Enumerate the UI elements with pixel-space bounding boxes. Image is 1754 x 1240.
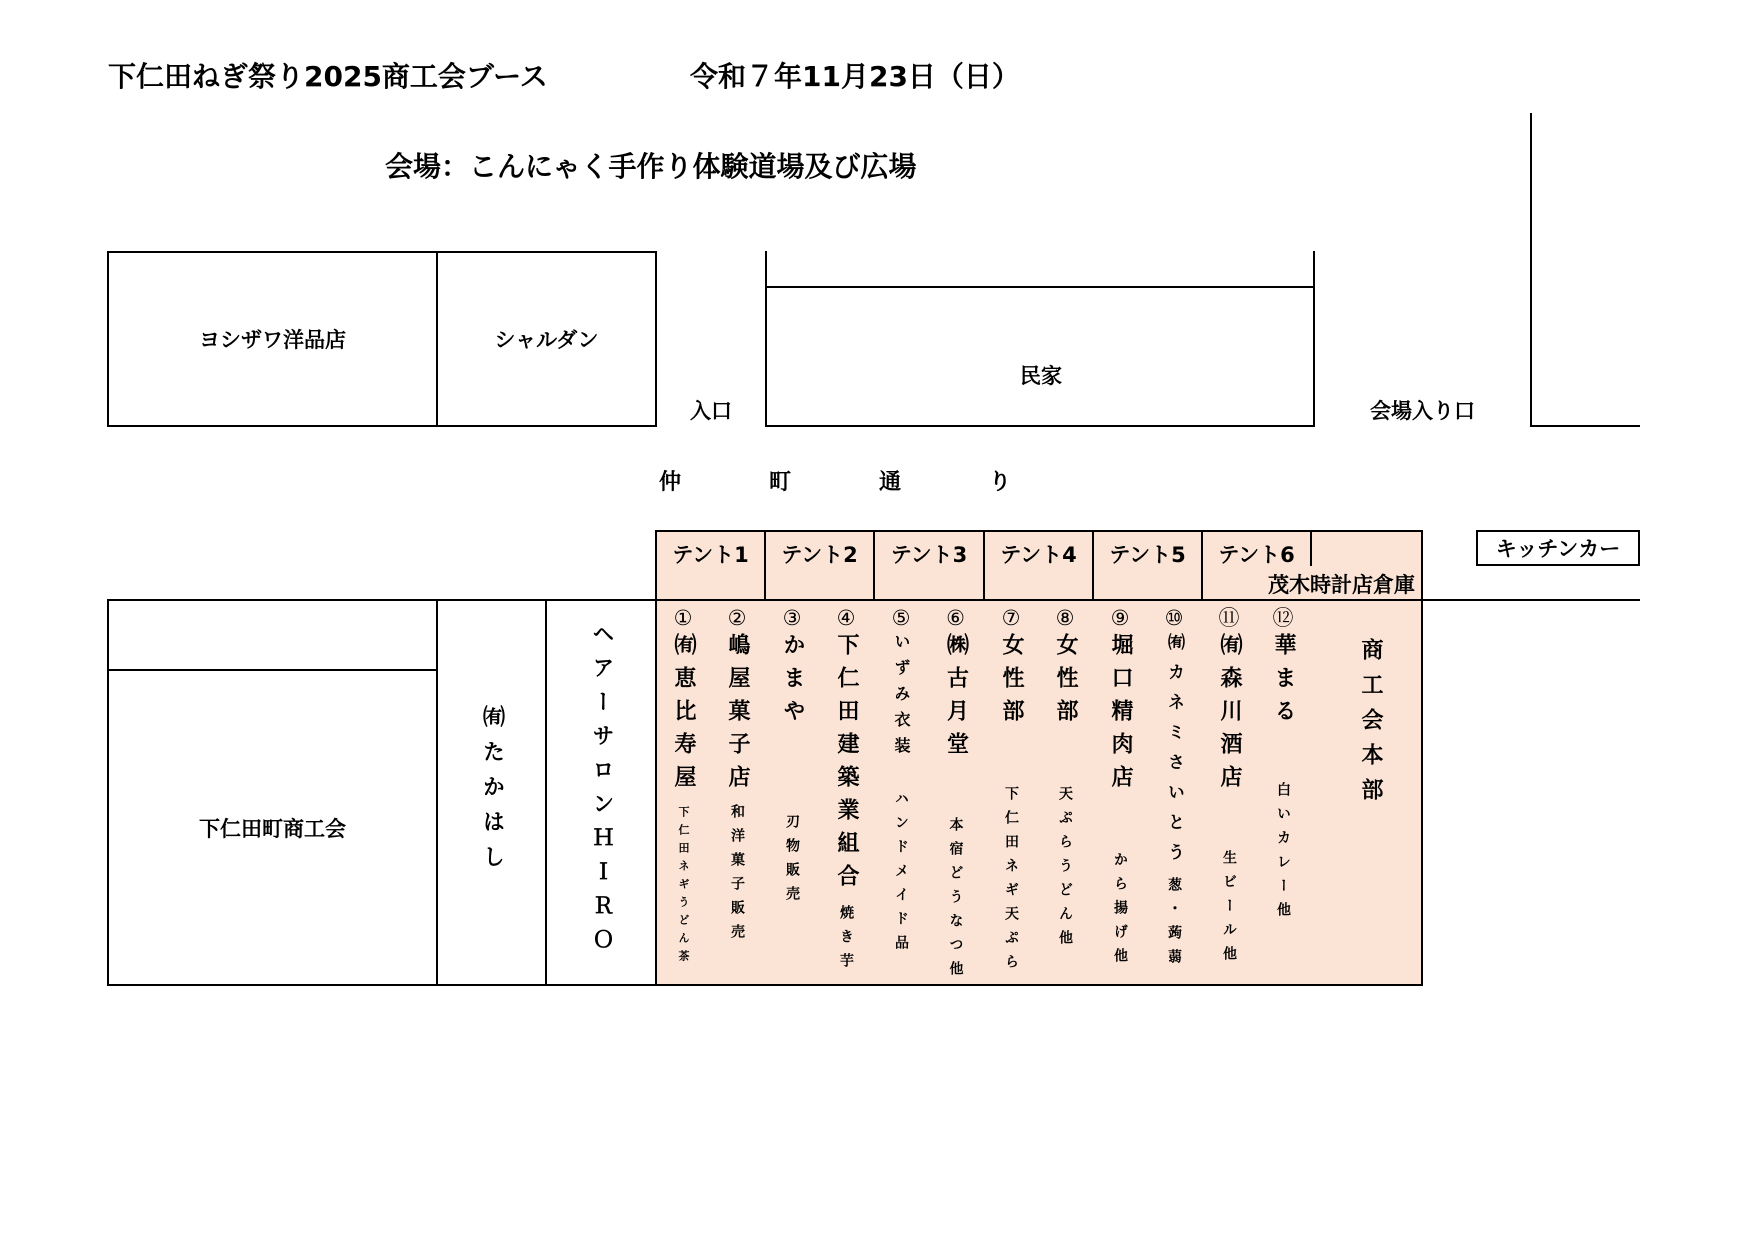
page-title: 下仁田ねぎ祭り2025商工会ブース — [108, 60, 548, 93]
stall-name: 華まる — [1271, 633, 1296, 732]
entrance-label: 入口 — [690, 399, 732, 423]
stall-7 — [984, 603, 1038, 978]
stall-3 — [765, 603, 819, 910]
stall-desc: 本宿どうなつ他 — [947, 817, 964, 985]
stall-desc: 下仁田ネギうどん茶 — [677, 806, 690, 968]
stall-12 — [1256, 603, 1310, 926]
booth-hair-salon-label: ヘアーサロンＨＩＲＯ — [589, 622, 614, 962]
stall-number: ⑥ — [946, 606, 965, 630]
stall-desc: 焼き芋 — [838, 905, 854, 977]
street-char: り — [989, 470, 1012, 495]
tent-1-label: テント1 — [672, 543, 749, 567]
kitchen-car-label: キッチンカー — [1495, 537, 1621, 561]
event-date: 令和７年11月23日（日） — [690, 60, 1020, 93]
building-sharudan — [436, 251, 657, 427]
stall-name: かまや — [780, 633, 805, 732]
warehouse-label: 茂木時計店倉庫 — [1268, 573, 1415, 597]
stall-number: ⑤ — [891, 606, 911, 630]
headquarters-label: 商工会本部 — [1358, 638, 1383, 813]
stall-name: 下仁田建築業組合 — [834, 633, 859, 897]
stall-name: ㈲恵比寿屋 — [671, 633, 696, 798]
stall-2 — [710, 603, 764, 948]
street-char: 仲 — [659, 470, 682, 495]
booth-shokokai-label: 下仁田町商工会 — [199, 816, 346, 841]
stall-number: ④ — [836, 606, 856, 630]
building-sharudan-label: シャルダン — [494, 328, 599, 352]
stall-name: 嶋屋菓子店 — [725, 633, 750, 798]
stall-number: ② — [727, 606, 747, 630]
stall-number: ⑧ — [1055, 606, 1075, 630]
stall-desc: 和洋菓子販売 — [729, 804, 745, 948]
stall-5 — [874, 603, 928, 959]
stall-desc: 天ぷらうどん他 — [1057, 786, 1073, 954]
stall-number: ① — [673, 606, 693, 630]
tent-3-label: テント3 — [890, 543, 968, 567]
stall-name: いずみ衣装 — [892, 633, 911, 763]
kitchen-car — [1476, 530, 1640, 566]
stall-name: ㈲カネミさいとう — [1164, 633, 1184, 873]
stall-number: ⑨ — [1110, 606, 1130, 630]
stall-name: 女性部 — [999, 633, 1024, 732]
right-wall — [1530, 113, 1532, 427]
stall-desc: ハンドメイド品 — [893, 791, 909, 959]
tent-4-label: テント4 — [1000, 543, 1077, 567]
venue-entrance-label: 会場入り口 — [1370, 399, 1475, 423]
stall-name: ㈱古月堂 — [943, 633, 969, 765]
tent-5-label: テント5 — [1109, 543, 1186, 567]
stall-desc: から揚げ他 — [1112, 852, 1128, 972]
stall-number: ③ — [782, 606, 802, 630]
stall-6 — [928, 603, 983, 985]
tent-6-label: テント6 — [1218, 543, 1295, 567]
stall-1 — [656, 603, 710, 968]
stall-number: ⑫ — [1272, 606, 1294, 630]
stall-desc: 刃物販売 — [784, 814, 800, 910]
stall-desc: 白いカレー他 — [1275, 782, 1291, 926]
venue-title: 会場：こんにゃく手作り体験道場及び広場 — [385, 150, 917, 183]
stall-8 — [1038, 603, 1092, 954]
stall-name: 堀口精肉店 — [1108, 633, 1133, 798]
stall-desc: 下仁田ネギ天ぷら — [1003, 786, 1019, 978]
street-char: 町 — [769, 470, 792, 495]
street-char: 通 — [879, 470, 902, 495]
stall-4 — [819, 603, 873, 977]
stall-9 — [1093, 603, 1147, 972]
stall-desc: 葱・蒟蒻 — [1166, 877, 1182, 973]
building-yoshizawa — [107, 251, 438, 427]
stall-name: ㈲森川酒店 — [1217, 633, 1242, 798]
booth-takahashi-label: ㈲たかはし — [479, 705, 505, 880]
stall-11 — [1202, 603, 1256, 970]
stall-number: ⑦ — [1001, 606, 1021, 630]
building-minka-label: 民家 — [1020, 364, 1062, 388]
tent-2-label: テント2 — [781, 543, 858, 567]
right-wall-base — [1530, 425, 1640, 427]
stall-10 — [1147, 603, 1201, 973]
stall-number: ⑩ — [1164, 606, 1184, 630]
stall-desc: 生ビール他 — [1221, 850, 1237, 970]
stall-name: 女性部 — [1053, 633, 1078, 732]
building-yoshizawa-label: ヨシザワ洋品店 — [199, 328, 346, 352]
stall-number: ⑪ — [1218, 606, 1240, 630]
